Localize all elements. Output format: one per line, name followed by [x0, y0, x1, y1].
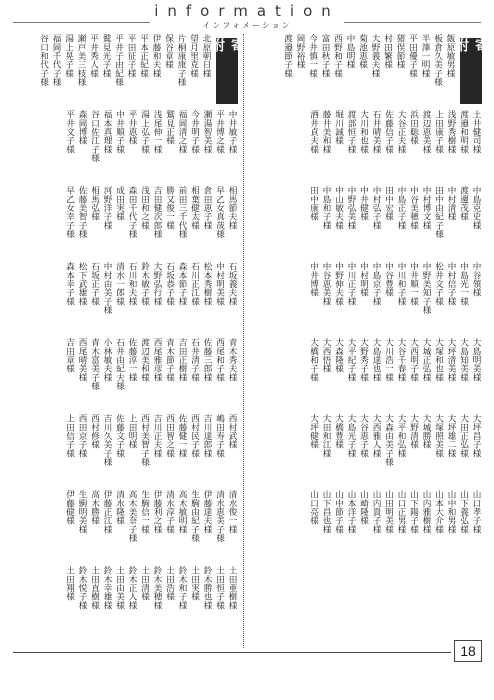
- donor-name: 大平紀子様: [346, 338, 356, 382]
- donor-name: 湯上晃子様: [63, 34, 74, 78]
- donor-name: 中島和子様: [321, 186, 331, 230]
- donor-name: 中野弘美様: [346, 186, 356, 230]
- donor-name: 岡野裕様: [295, 34, 305, 69]
- donor-name: 倉田恵子様: [202, 186, 212, 230]
- donor-name: 大島達也様: [371, 338, 381, 382]
- donor-name: 中村清様: [446, 186, 456, 221]
- donor-name: 今井慎一様: [307, 34, 318, 78]
- donor-name: 大西悟様: [321, 338, 331, 373]
- donor-name: 大坪清美様: [446, 338, 456, 382]
- donor-name: 西村美智子様: [139, 414, 150, 467]
- donor-name: 成田実様: [114, 186, 125, 221]
- donor-band: [37, 34, 212, 110]
- donor-name: 森田千代子様: [127, 186, 137, 239]
- donor-name: 大西雅人様: [371, 414, 381, 458]
- donor-name: 土井健司様: [471, 110, 481, 154]
- donor-name: 上田信子様: [64, 414, 75, 458]
- donor-name: 瀬戸美三枝様: [76, 34, 86, 87]
- donor-name: 菊池恵様: [357, 34, 368, 69]
- donor-name: 谷口佐江子様: [89, 110, 100, 163]
- donor-name: 猪俣節様: [395, 34, 405, 69]
- donor-name: 渡邉和明様: [458, 110, 469, 154]
- donation-heading: 寄 附: [216, 38, 238, 104]
- donor-name: 中山敏夫様: [333, 186, 344, 230]
- donor-name: 田中宏様: [383, 186, 394, 221]
- page-number: 18: [454, 640, 482, 662]
- donor-name: 大坪健様: [308, 414, 319, 449]
- donor-name: 伊藤利之様: [152, 490, 162, 534]
- donor-name: 大橋和子様: [308, 338, 319, 382]
- donor-name: 山田明美様: [383, 490, 394, 534]
- donor-name: 平井博之様: [214, 110, 225, 154]
- donor-band: [63, 262, 238, 338]
- donor-name: 相葉健太様: [189, 186, 200, 230]
- donor-name: 平井文子様: [64, 110, 75, 154]
- donor-name: 堀川誠様: [333, 110, 344, 145]
- donor-name: 佐藤健一様: [177, 414, 187, 458]
- donor-name: 中井健様: [358, 186, 369, 221]
- donor-name: 大野秀子様: [358, 338, 369, 382]
- donor-name: 土田直樹様: [89, 566, 100, 610]
- donor-name: 大塚和也様: [433, 338, 444, 382]
- donor-name: 前田三千代様: [177, 186, 187, 239]
- donor-name: 平田優子様: [407, 34, 418, 78]
- donor-name: 石坂恭子様: [164, 262, 175, 306]
- donor-name: 鈴木美穂様: [152, 566, 162, 610]
- donor-name: 青木富美子様: [89, 338, 100, 391]
- donor-name: 大西明子様: [408, 338, 419, 382]
- donor-name: 浅田和之様: [139, 186, 150, 230]
- donor-name: 生駒明美様: [77, 490, 87, 534]
- donor-name: 吉川達郎様: [202, 414, 212, 458]
- donor-name: 渡邉節子様: [282, 34, 293, 78]
- donor-name: 中野美知子様: [421, 262, 431, 315]
- donor-name: 山本大介様: [433, 490, 444, 534]
- donor-name: 村田繁様: [382, 34, 393, 69]
- donor-name: 中川和子様: [396, 262, 406, 306]
- donor-name: 浜田聡様: [408, 110, 419, 145]
- donor-name: 伊藤正江様: [102, 490, 112, 534]
- donor-name: 高木勝様: [89, 490, 100, 525]
- footer-rule: [13, 652, 451, 653]
- donor-name: 中村明美様: [214, 262, 225, 306]
- donor-name: 上田康子様: [433, 110, 444, 154]
- donor-name: 平本正紀様: [138, 34, 149, 78]
- donor-name: 石井晴美様: [371, 110, 381, 154]
- donor-name: 大谷正夫様: [396, 110, 406, 154]
- donor-name: 西村武様: [227, 414, 237, 449]
- donor-name: 中村明様: [358, 262, 369, 297]
- donor-name: 石川和夫様: [127, 262, 137, 306]
- donor-name: 鈴木和子様: [177, 566, 187, 610]
- donor-name: 土田恒子様: [214, 566, 225, 610]
- donor-name: 大坪雄二様: [446, 414, 456, 458]
- donor-name: 大谷千春様: [396, 338, 406, 382]
- donor-name: 山崎隆様: [358, 490, 369, 525]
- donor-name: 大野義夫様: [370, 34, 380, 78]
- donor-name: 渡辺恵美様: [421, 110, 431, 154]
- donor-name: 森岡博様: [77, 110, 87, 145]
- donor-name: 早乙女幸子様: [64, 186, 75, 239]
- donor-name: 中谷恵美様: [321, 262, 331, 306]
- donor-band: [307, 414, 482, 490]
- donor-name: 吉田章様: [64, 338, 75, 373]
- donor-band: [63, 338, 238, 414]
- donor-name: 土田由美様: [114, 566, 125, 610]
- donor-name: 吉田正樹様: [177, 338, 187, 382]
- donor-name: 青木秀夫様: [227, 338, 237, 382]
- donor-name: 山口亮様: [308, 490, 319, 525]
- donor-name: 半澤一明様: [420, 34, 430, 78]
- donor-name: 中島京子様: [371, 262, 381, 306]
- donor-name: 大坪昌子様: [471, 414, 481, 458]
- donor-name: 湯上弘子様: [139, 110, 150, 154]
- donor-band: [63, 566, 238, 642]
- donor-name: 松本秀樹様: [202, 262, 212, 306]
- donor-name: 保谷章様: [163, 34, 174, 69]
- donor-name: 鈴木正人様: [127, 566, 137, 610]
- donations-left-column: [13, 34, 245, 648]
- donor-name: 中谷豊様: [383, 262, 394, 297]
- donor-name: 山内雅樹様: [421, 490, 431, 534]
- donor-band: [307, 186, 482, 262]
- donor-band: [307, 490, 482, 566]
- donor-name: 鈴木悦子様: [77, 566, 87, 610]
- donor-name: 中野伸夫様: [333, 262, 344, 306]
- donor-name: 山下昌也様: [321, 490, 331, 534]
- donor-name: 片桐康康子様: [176, 34, 186, 87]
- donor-name: 土田亜樹様: [227, 566, 237, 610]
- donor-name: 森本節子様: [177, 262, 187, 306]
- donor-name: 石川正江様: [189, 262, 200, 306]
- donor-name: 土田清様: [139, 566, 150, 601]
- donor-name: 西野和子様: [332, 34, 343, 78]
- donor-name: 中井博様: [308, 262, 319, 297]
- donor-name: 大川浩一様: [383, 338, 394, 382]
- donor-name: 生駒由紀子様: [189, 490, 200, 543]
- donor-name: 佐藤美智子様: [77, 186, 87, 239]
- donor-name: 嶋田寿子様: [214, 414, 225, 458]
- donor-band: [63, 490, 238, 566]
- donor-name: 大城勝様: [421, 414, 431, 449]
- donor-name: 相馬節夫様: [227, 186, 237, 230]
- donor-name: 酒井貞夫様: [308, 110, 319, 154]
- donor-name: 松井文子様: [433, 262, 444, 306]
- donor-name: 伊藤和夫様: [151, 34, 161, 78]
- donor-name: 山本洋子様: [346, 490, 356, 534]
- donor-name: 早乙女真哉様: [214, 186, 225, 239]
- donor-name: 石井清子様: [189, 338, 200, 382]
- donor-name: 大谷恵子様: [358, 414, 369, 458]
- donor-name: 富田秋子様: [320, 34, 330, 78]
- donor-name: 石井由紀夫様: [114, 338, 125, 391]
- donor-name: 板倉久美子様: [432, 34, 443, 87]
- donor-band: [307, 262, 482, 338]
- page-header: [0, 0, 494, 34]
- donor-name: 今井明子様: [189, 110, 200, 154]
- donor-name: 佐藤淳一様: [127, 338, 137, 382]
- donor-name: 望月里克様: [188, 34, 199, 78]
- donor-name: 松下武雄様: [77, 262, 87, 306]
- donor-name: 平井秀人様: [88, 34, 99, 78]
- donor-name: 渡部恒子様: [346, 110, 356, 154]
- donor-name: 大塚照美様: [433, 414, 444, 458]
- donor-name: 中村弘子様: [371, 186, 381, 230]
- donor-name: 鈴木敏子様: [139, 262, 150, 306]
- donor-name: 生駒信一様: [139, 490, 150, 534]
- column-divider: [243, 34, 244, 648]
- donor-name: 中村由美子様: [102, 262, 112, 315]
- donor-name: 福本真理様: [102, 110, 112, 154]
- donor-name: 大田和江様: [321, 414, 331, 458]
- donor-name: 河野洋子様: [102, 186, 112, 230]
- donor-name: 中川正子様: [346, 262, 356, 306]
- donor-name: 大城正弘様: [421, 338, 431, 382]
- donor-name: 浅尾伸一様: [152, 110, 162, 154]
- donor-name: 田中康様: [308, 186, 319, 221]
- donor-name: 中島明様: [345, 34, 355, 69]
- donor-name: 渡邊茂様: [458, 186, 469, 221]
- donor-name: 谷口和代子様: [38, 34, 49, 87]
- donor-name: 山中和男様: [446, 490, 456, 534]
- donor-name: 鈴木幸雄様: [102, 566, 112, 610]
- donor-name: 飯原敏男様: [445, 34, 455, 78]
- donor-name: 相馬弘様: [89, 186, 100, 221]
- donor-name: 平井恵様: [127, 110, 137, 145]
- donor-name: 西田智之様: [164, 414, 175, 458]
- donor-name: 勝又俊一様: [164, 186, 175, 230]
- donor-name: 西田京子様: [77, 414, 87, 458]
- donor-name: 中井順一様: [408, 262, 419, 306]
- donation-heading: 寄 附: [460, 38, 482, 104]
- donor-name: 瀬湯智美様: [202, 110, 212, 154]
- donor-name: 鷲見光子様: [101, 34, 111, 78]
- donor-name: 福岡清之様: [177, 110, 187, 154]
- donor-name: 大川和也様: [358, 110, 369, 154]
- donor-name: 大島知美様: [458, 338, 469, 382]
- donor-band: [307, 110, 482, 186]
- donor-name: 清水恵美子様: [214, 490, 225, 543]
- donor-name: 大平和弘様: [396, 414, 406, 458]
- donor-band: [307, 338, 482, 414]
- donor-name: 高木敏明様: [177, 490, 187, 534]
- donor-name: 佐藤文子様: [114, 414, 125, 458]
- donor-name: 大野清様: [408, 414, 419, 449]
- donor-name: 中島克史様: [471, 186, 481, 230]
- donor-name: 伊藤健様: [64, 490, 75, 525]
- donor-name: 大森由美子様: [383, 414, 394, 467]
- donor-name: 平田征子様: [126, 34, 136, 78]
- donor-name: 清水淳子様: [164, 490, 175, 534]
- donor-name: 吉川久美子様: [102, 414, 112, 467]
- donor-name: 山内貴子様: [371, 490, 381, 534]
- donor-name: 中村博文様: [421, 186, 431, 230]
- donor-name: 田中由紀子様: [433, 186, 444, 239]
- donor-name: 西尾晴美様: [77, 338, 87, 382]
- donor-band: [63, 414, 238, 490]
- donor-name: 森本幸子様: [64, 262, 75, 306]
- donor-name: 土田実様: [189, 566, 200, 601]
- donor-name: 青木節子様: [164, 338, 175, 382]
- donor-name: 西尾雅彦様: [152, 338, 162, 382]
- donor-name: 佐藤三郎様: [202, 338, 212, 382]
- donor-name: 中井敏子様: [227, 110, 237, 154]
- donor-name: 大野弘行様: [152, 262, 162, 306]
- donor-name: 伊藤達夫様: [202, 490, 212, 534]
- section-subtitle: インフォメーション: [202, 21, 292, 30]
- donor-name: 清水俊一様: [227, 490, 237, 534]
- donor-name: 浅野秀樹様: [446, 110, 456, 154]
- donor-band: [281, 34, 456, 110]
- donor-name: 吉田健次郎様: [152, 186, 162, 239]
- section-title: information: [154, 2, 340, 20]
- donor-name: 山口孝子様: [471, 490, 481, 534]
- donor-name: 平井子由紀様: [113, 34, 124, 87]
- donor-name: 山口正男様: [396, 490, 406, 534]
- donor-name: 西尾和子様: [214, 338, 225, 382]
- donor-name: 山下陽子様: [408, 490, 419, 534]
- donor-name: 福岡千代子様: [51, 34, 61, 87]
- donor-name: 西村民子様: [189, 414, 200, 458]
- donor-name: 中谷領様: [471, 262, 481, 297]
- donor-name: 土田浩様: [164, 566, 175, 601]
- donor-name: 大島明美様: [471, 338, 481, 382]
- donor-name: 高木美奈子様: [127, 490, 137, 543]
- donor-name: 中島光一様: [458, 262, 469, 306]
- donor-name: 鷲見正様: [164, 110, 175, 145]
- donor-name: 小林敏夫様: [102, 338, 112, 382]
- donor-name: 大橋豊様: [333, 414, 344, 449]
- donor-name: 山中節子様: [333, 490, 344, 534]
- donor-band: [63, 110, 238, 186]
- donor-name: 西村修様: [89, 414, 100, 449]
- donor-name: 清水一郎様: [114, 262, 125, 306]
- donor-name: 渡辺美和様: [139, 338, 150, 382]
- donor-name: 吉川正夫様: [152, 414, 162, 458]
- donor-name: 石坂正子様: [89, 262, 100, 306]
- donations-right-column: [249, 34, 489, 648]
- donor-name: 中谷美穂様: [408, 186, 419, 230]
- donor-name: 佐藤信子様: [383, 110, 394, 154]
- donor-name: 土田翔様: [64, 566, 75, 601]
- donor-name: 山下義弘様: [458, 490, 469, 534]
- donor-name: 石坂義夫様: [227, 262, 237, 306]
- donor-name: 清水隆様: [114, 490, 125, 525]
- donor-name: 大森隆様: [333, 338, 344, 373]
- donor-name: 中井順子様: [114, 110, 125, 154]
- donor-name: 鈴木勝也様: [202, 566, 212, 610]
- donor-name: 北原朝日様: [201, 34, 211, 78]
- donor-name: 藤井美和様: [321, 110, 331, 154]
- donor-name: 大田正弘様: [458, 414, 469, 458]
- donor-name: 大島光子様: [346, 414, 356, 458]
- donor-name: 中村信子様: [446, 262, 456, 306]
- donor-band: [63, 186, 238, 262]
- donor-name: 上田明様: [127, 414, 137, 449]
- donor-name: 中島正子様: [396, 186, 406, 230]
